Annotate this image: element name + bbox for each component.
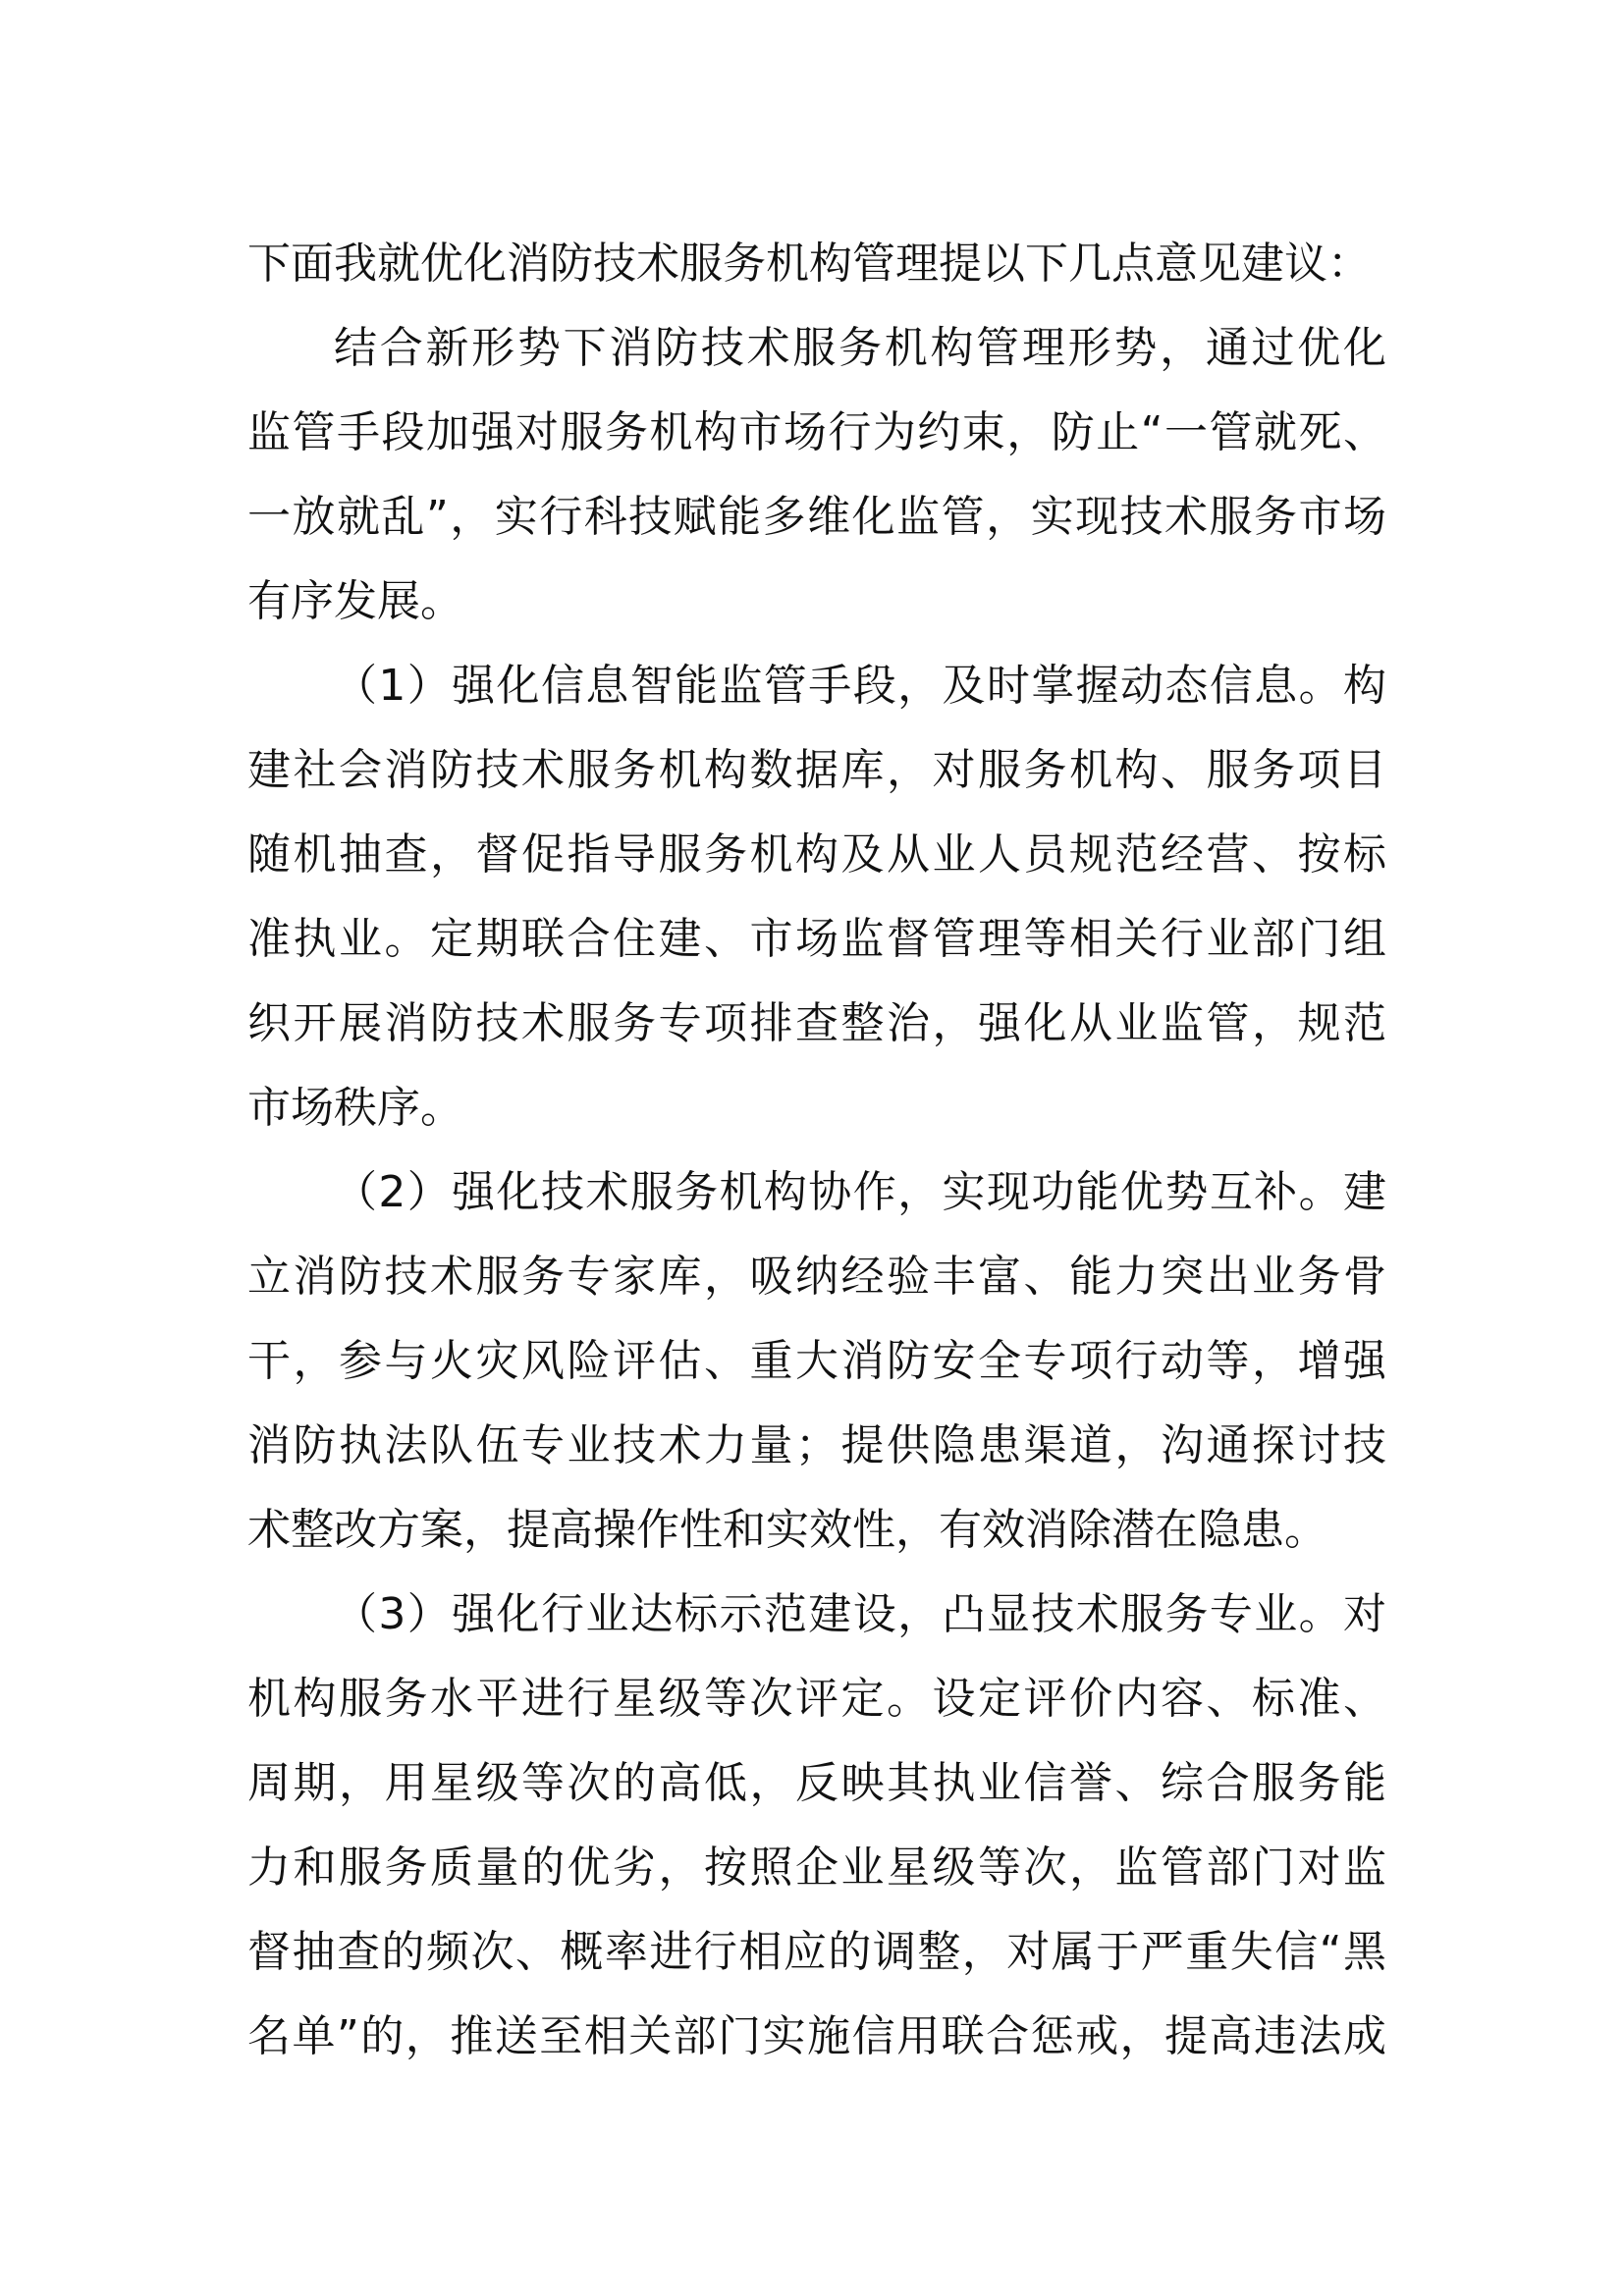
paragraph-4-line: 力和服务质量的优劣，按照企业星级等次，监管部门对监 (247, 1842, 1386, 1893)
paragraph-3-line: （2）强化技术服务机构协作，实现功能优势互补。建 (334, 1167, 1386, 1217)
paragraph-3-line: 干，参与火灾风险评估、重大消防安全专项行动等，增强 (247, 1336, 1386, 1386)
paragraph-3-line: 消防执法队伍专业技术力量；提供隐患渠道，沟通探讨技 (247, 1420, 1386, 1470)
paragraph-2-line: （1）强化信息智能监管手段，及时掌握动态信息。构 (334, 661, 1386, 711)
body-text (247, 222, 1386, 2079)
paragraph-4-line: （3）强化行业达标示范建设，凸显技术服务专业。对 (334, 1589, 1386, 1639)
paragraph-2-line: 建社会消防技术服务机构数据库，对服务机构、服务项目 (247, 745, 1386, 795)
paragraph-4-line: 周期，用星级等次的高低，反映其执业信誉、综合服务能 (247, 1758, 1386, 1808)
paragraph-intro-line: 下面我就优化消防技术服务机构管理提以下几点意见建议： (247, 239, 1371, 289)
paragraph-2-line: 织开展消防技术服务专项排查整治，强化从业监管，规范 (247, 998, 1386, 1048)
paragraph-2-line: 准执业。定期联合住建、市场监督管理等相关行业部门组 (247, 914, 1386, 964)
paragraph-4-line: 督抽查的频次、概率进行相应的调整，对属于严重失信“黑 (247, 1927, 1386, 1977)
paragraph-2-line: 市场秩序。 (247, 1083, 463, 1133)
paragraph-1-line: 有序发展。 (247, 576, 463, 626)
paragraph-1-line: 一放就乱”，实行科技赋能多维化监管，实现技术服务市场 (247, 492, 1386, 542)
paragraph-4-line: 机构服务水平进行星级等次评定。设定评价内容、标准、 (247, 1674, 1386, 1724)
paragraph-3-line: 术整改方案，提高操作性和实效性，有效消除潜在隐患。 (247, 1505, 1327, 1555)
paragraph-1-line: 监管手段加强对服务机构市场行为约束，防止“一管就死、 (247, 407, 1386, 457)
paragraph-1-line: 结合新形势下消防技术服务机构管理形势，通过优化 (334, 323, 1386, 373)
paragraph-3-line: 立消防技术服务专家库，吸纳经验丰富、能力突出业务骨 (247, 1252, 1386, 1302)
paragraph-4-line: 名单”的，推送至相关部门实施信用联合惩戒，提高违法成 (247, 2011, 1386, 2061)
paragraph-2-line: 随机抽查，督促指导服务机构及从业人员规范经营、按标 (247, 829, 1386, 880)
